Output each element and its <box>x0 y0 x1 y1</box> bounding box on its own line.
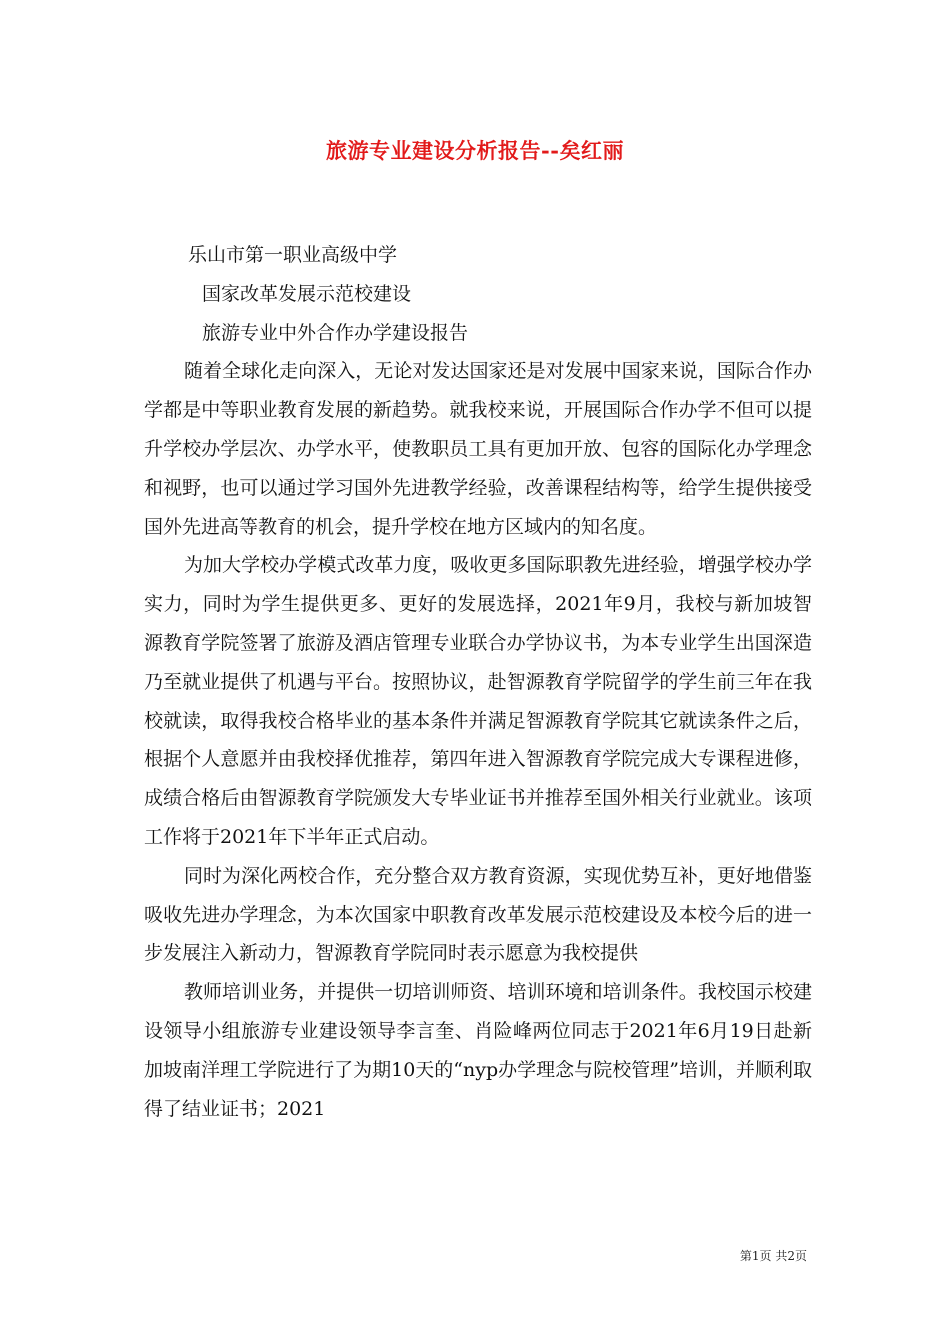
project-name: 国家改革发展示范校建设 <box>202 282 412 305</box>
page-title: 旅游专业建设分析报告--矣红丽 <box>326 138 624 163</box>
page-indicator: 第1页 共2页 <box>739 1249 807 1263</box>
paragraph: 同时为深化两校合作，充分整合双方教育资源，实现优势互补，更好地借鉴吸收先进办学理念，为本次国家中职教育改革发展示范校建设及本校今后的进一步发展注入新动力，智源教育学院同时表示愿意为我校提供 <box>144 864 812 965</box>
school-name: 乐山市第一职业高级中学 <box>188 244 398 266</box>
document-body <box>144 236 812 1128</box>
report-subtitle: 旅游专业中外合作办学建设报告 <box>202 321 469 344</box>
paragraph: 教师培训业务，并提供一切培训师资、培训环境和培训条件。我校国示校建设领导小组旅游专业建设领导李言奎、肖险峰两位同志于2021年6月19日赴新加坡南洋理工学院进行了为期10天的“nyp办学理念与院校管理”培训，并顺利取得了结业证书；2021 <box>144 981 812 1120</box>
paragraph: 随着全球化走向深入，无论对发达国家还是对发展中国家来说，国际合作办学都是中等职业教育发展的新趋势。就我校来说，开展国际合作办学不但可以提升学校办学层次、办学水平，使教职员工具有更加开放、包容的国际化办学理念和视野，也可以通过学习国外先进教学经验，改善课程结构等，给学生提供接受国外先进高等教育的机会，提升学校在地方区域内的知名度。 <box>144 360 812 538</box>
paragraph: 为加大学校办学模式改革力度，吸收更多国际职教先进经验，增强学校办学实力，同时为学生提供更多、更好的发展选择，2021年9月，我校与新加坡智源教育学院签署了旅游及酒店管理专业联合办学协议书，为本专业学生出国深造乃至就业提供了机遇与平台。按照协议，赴智源教育学院留学的学生前三年在我校就读，取得我校合格毕业的基本条件并满足智源教育学院其它就读条件之后，根据个人意愿并由我校择优推荐，第四年进入智源教育学院完成大专课程进修，成绩合格后由智源教育学院颁发大专毕业证书并推荐至国外相关行业就业。该项工作将于2021年下半年正式启动。 <box>144 554 812 848</box>
